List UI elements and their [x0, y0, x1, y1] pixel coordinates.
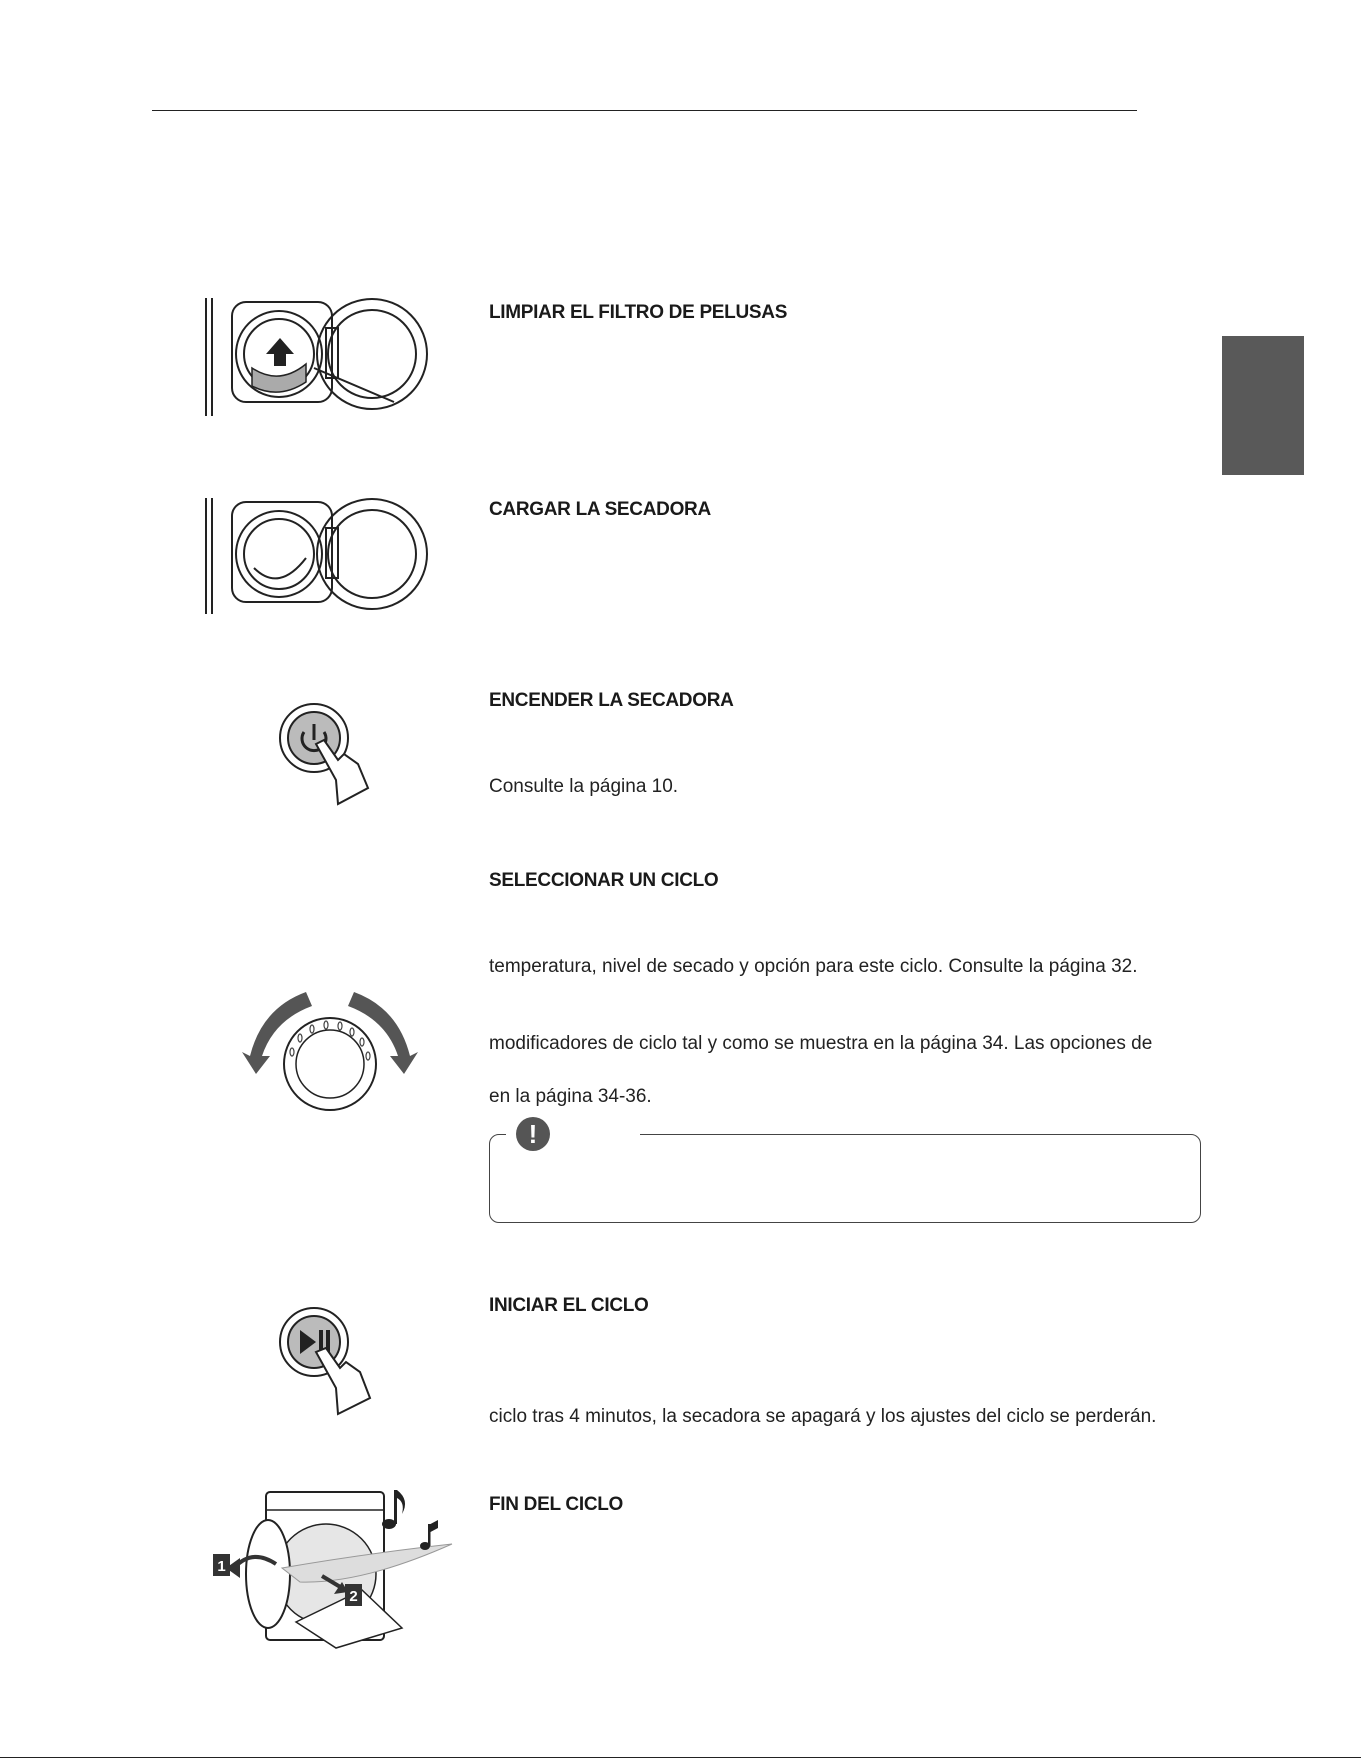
load-dryer-heading: CARGAR LA SECADORA — [489, 499, 711, 520]
dryer-door-open-icon — [204, 498, 444, 614]
end-cycle-heading: FIN DEL CICLO — [489, 1494, 624, 1515]
lint-filter-icon — [204, 298, 444, 418]
step-badge-2: 2 — [349, 1588, 358, 1605]
power-button-press-icon — [278, 702, 388, 812]
power-on-heading: ENCENDER LA SECADORA — [489, 690, 734, 711]
start-cycle-heading: INICIAR EL CICLO — [489, 1295, 649, 1316]
select-cycle-text-2: modificadores de ciclo tal y como se muestra en la página 34. Las opciones de — [489, 1033, 1153, 1054]
step-badge-1: 1 — [217, 1558, 226, 1575]
start-cycle-text: ciclo tras 4 minutos, la secadora se apagará y los ajustes del ciclo se perderán. — [489, 1406, 1157, 1427]
select-cycle-text-3: en la página 34-36. — [489, 1086, 652, 1107]
lint-filter-heading: LIMPIAR EL FILTRO DE PELUSAS — [489, 302, 788, 323]
section-tab — [1222, 336, 1304, 475]
note-box — [489, 1134, 1201, 1223]
select-cycle-heading: SELECCIONAR UN CICLO — [489, 870, 719, 891]
select-cycle-text-1: temperatura, nivel de secado y opción para este ciclo. Consulte la página 32. — [489, 956, 1138, 977]
footer-rule — [0, 1757, 1361, 1758]
cycle-dial-icon — [240, 984, 420, 1114]
exclamation-icon: ! — [516, 1117, 550, 1151]
start-pause-button-press-icon — [278, 1306, 388, 1424]
cycle-end-unload-icon — [212, 1484, 456, 1652]
power-on-text: Consulte la página 10. — [489, 776, 679, 797]
header-rule — [152, 110, 1137, 111]
